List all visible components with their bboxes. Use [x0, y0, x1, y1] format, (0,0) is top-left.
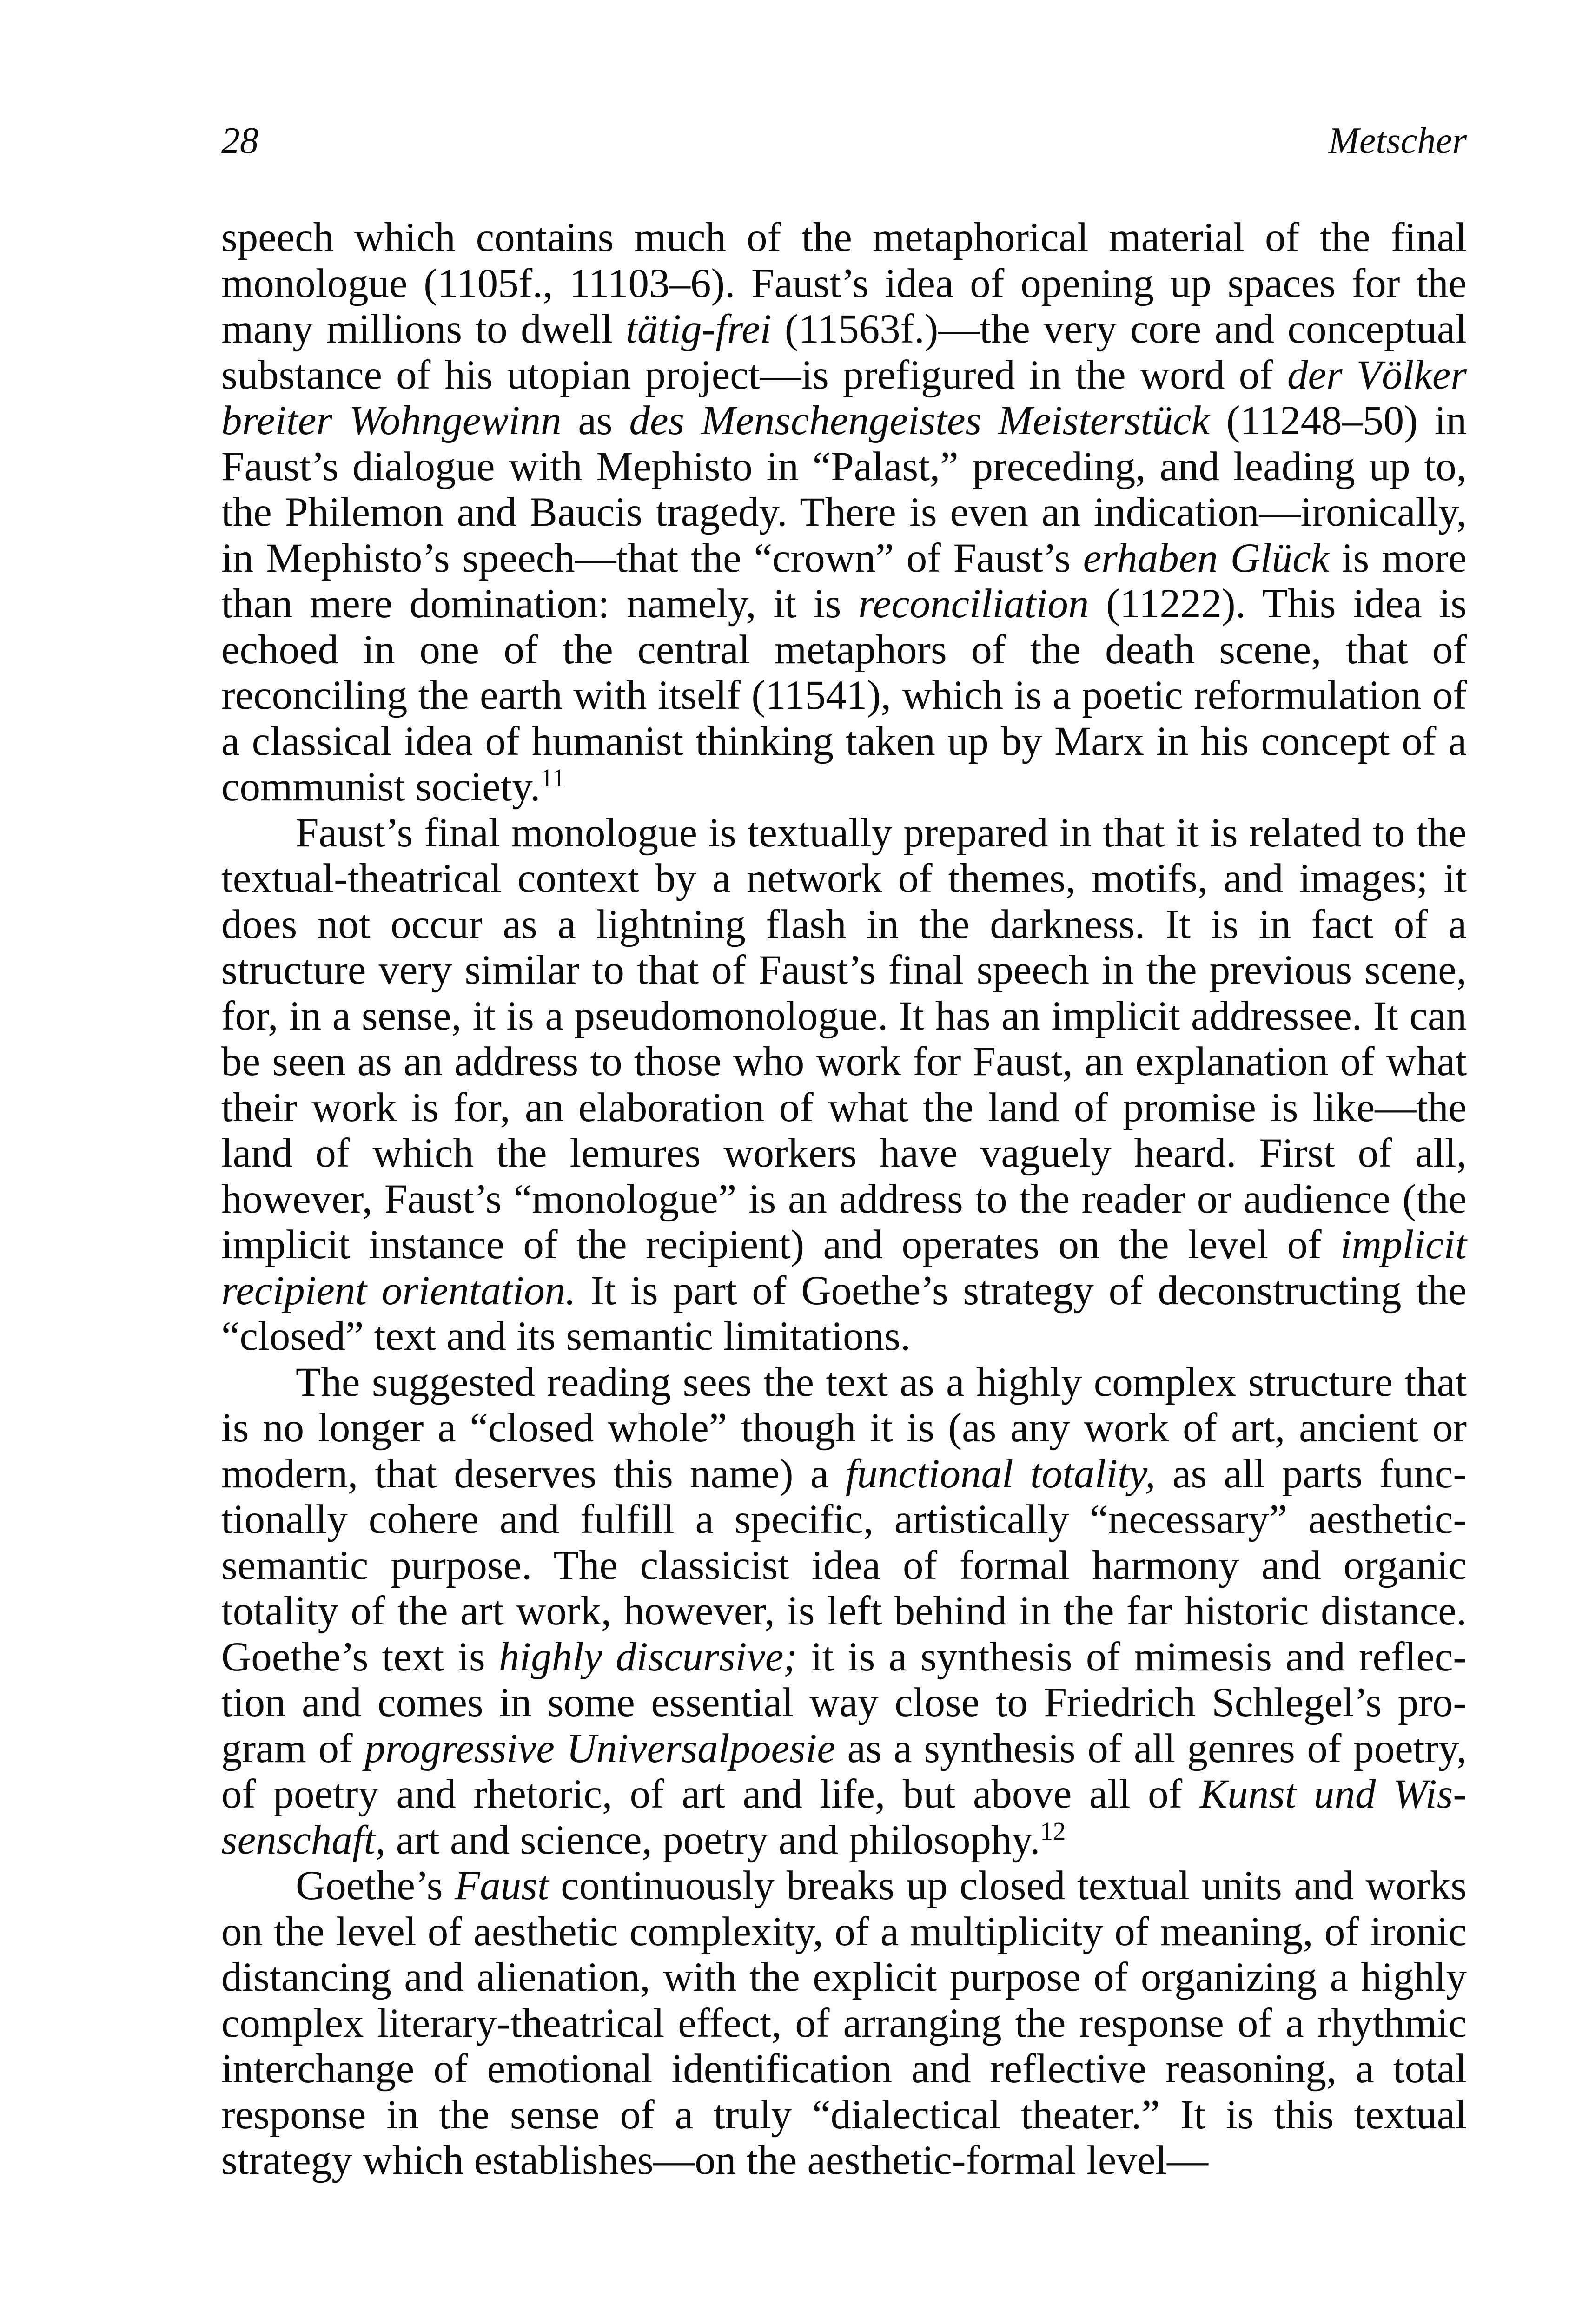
paragraph: [221, 810, 1467, 1360]
text-run: Faust’s final monologue is textually prepared in that it is related to the textual-theatrical context by a network of themes, motifs, and images; it does not occur as a lightning flash in the darkness. It is in fact of a structure very similar to that of Faust’s final speech in the previous scene, for, in a sense, it is a pseudomonologue. It has an implicit addressee. It can be seen as an address to those who work for Faust, an explanation of what their work is for, an elaboration of what the land of promise is like—the land of which the lemures workers have vaguely heard. First of all, however, Faust’s “monologue” is an address to the reader or audience (the implicit instance of the recipient) and operates on the level of: [221, 810, 1467, 1268]
body-text: [221, 215, 1467, 2184]
text-run: (11563f.)—the very core and conceptual substance of his utopian project—is prefigured in the word of: [221, 306, 1467, 398]
text-run: Goethe’s: [296, 1863, 455, 1908]
text-run: is more than mere domination: namely, it is: [221, 535, 1467, 627]
text-run: as: [561, 398, 629, 443]
page-header: [221, 115, 1467, 166]
text-run: art and science, poetry and philosophy.: [385, 1817, 1040, 1863]
italic-run: reconciliation: [858, 581, 1089, 627]
page-number: 28: [221, 120, 258, 161]
italic-run: progressive Universalpoesie: [364, 1725, 835, 1771]
text-run: speech which contains much of the metaphorical material of the final monologue (1105f., 11103–6). Faust’s idea of opening up spaces for the many millions to dwell: [221, 215, 1467, 352]
paragraph: [221, 215, 1467, 810]
text-run: as a synthesis of all genres of poetry, of poetry and rhetoric, of art and life, but above all of: [221, 1725, 1467, 1817]
text-run: continuously breaks up closed textual units and works on the level of aesthetic complexity, of a multiplicity of meaning, of ironic distancing and alienation, with the explicit purpose of organizing a highly complex literary-theatrical effect, of arranging the response of a rhythmic interchange of emotional identification and reflective reasoning, a total response in the sense of a truly “dialectical theater.” It is this textual strategy which establishes—on the aesthetic-formal level—: [221, 1863, 1467, 2183]
italic-run: functional totality,: [845, 1451, 1156, 1497]
footnote-ref: 11: [540, 764, 565, 792]
footnote-ref: 12: [1040, 1816, 1066, 1845]
running-head: Metscher: [1328, 120, 1467, 161]
text-run: The suggested reading sees the text as a highly complex structure that is no longer a “closed whole” though it is (as any work of art, ancient or modern, that deserves this name) a: [221, 1359, 1467, 1497]
italic-run: tätig-frei: [626, 306, 772, 352]
text-run: as all parts functionally cohere and fulfill a specific, artistically “necessary” aesthetic-semantic purpose. The classicist idea of formal harmony and organic totality of the art work, however, is left behind in the far historic distance. Goethe’s text is: [221, 1451, 1467, 1680]
italic-run: erhaben Glück: [1083, 535, 1330, 581]
paragraph: [221, 1360, 1467, 1863]
italic-run: des Menschengeistes Meisterstück: [629, 398, 1210, 443]
italic-run: der Völker breiter Wohngewinn: [221, 352, 1467, 443]
paragraph: [221, 1863, 1467, 2184]
text-run: it is a synthesis of mimesis and reflection and comes in some essential way close to Friedrich Schlegel’s program of: [221, 1634, 1467, 1771]
text-run: (11248–50) in Faust’s dialogue with Mephisto in “Palast,” preceding, and leading up to, the Philemon and Baucis tragedy. There is even an indication—ironically, in Mephisto’s speech—that the “crown” of Faust’s: [221, 398, 1467, 581]
italic-run: highly discursive;: [498, 1634, 798, 1680]
text-run: (11222). This idea is echoed in one of the central metaphors of the death scene, that of reconciling the earth with itself (11541), which is a poetic reformulation of a classical idea of humanist thinking taken up by Marx in his concept of a communist society.: [221, 581, 1467, 810]
italic-run: implicit recipient orientation.: [221, 1222, 1467, 1314]
italic-run: Faust: [454, 1863, 549, 1908]
text-run: It is part of Goethe’s strategy of deconstructing the “closed” text and its semantic limitations.: [221, 1268, 1467, 1359]
italic-run: Kunst und Wissenschaft,: [221, 1771, 1467, 1863]
